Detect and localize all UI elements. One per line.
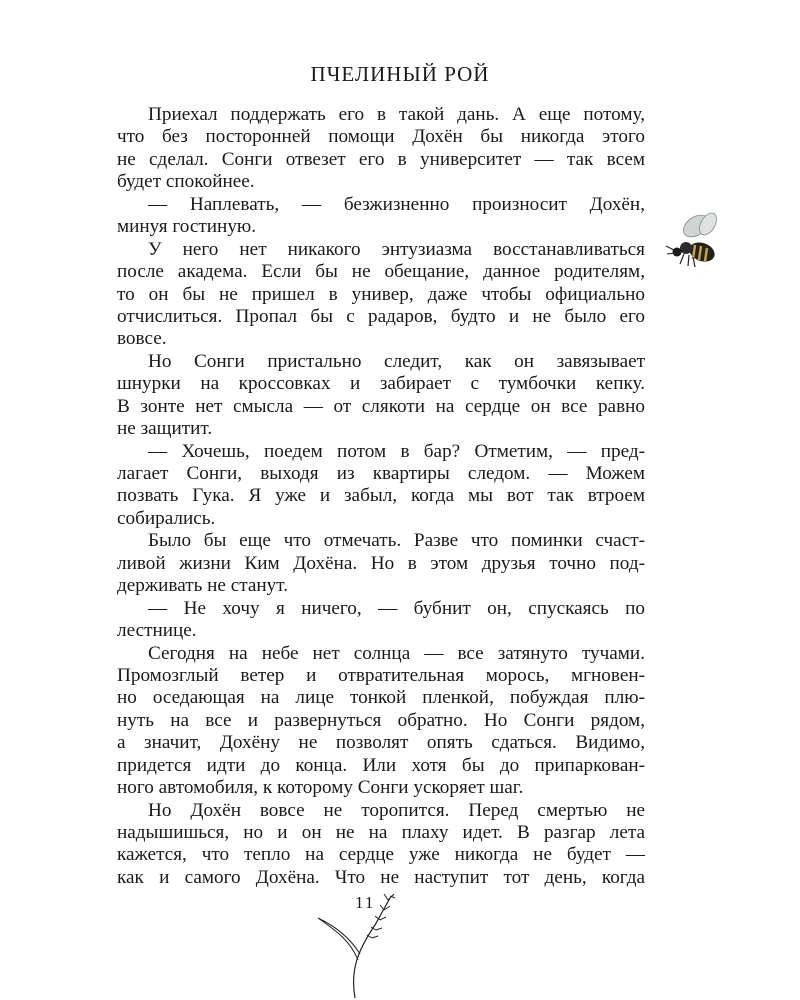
text-line: не защитит. [117, 418, 213, 440]
text-line: нуть на все и развернуться обратно. Но Сонги рядом, [117, 709, 645, 731]
text-line: но оседающая на лице тонкой пленкой, побуждая плю- [117, 687, 645, 709]
text-line: Но Дохён вовсе не торопится. Перед смертью не [148, 799, 645, 821]
text-line: а значит, Дохёну не позволят опять сдаться. Видимо, [117, 732, 645, 754]
text-line: минуя гостиную. [117, 216, 257, 238]
text-line: не сделал. Сонги отвезет его в университет — так всем [117, 148, 645, 170]
text-line: шнурки на кроссовках и забирает с тумбочки кепку. [117, 373, 645, 395]
chapter-title: ПЧЕЛИНЫЙ РОЙ [310, 62, 490, 86]
text-line: Но Сонги пристально следит, как он завязывает [148, 350, 645, 372]
text-line: держивать не станут. [117, 575, 288, 597]
text-line: придется идти до конца. Или хотя бы до припаркован- [117, 754, 645, 776]
text-line: отчислиться. Пропал бы с радаров, будто и не было его [117, 305, 645, 327]
text-line: лагает Сонги, выходя из квартиры следом. — Можем [117, 463, 645, 484]
bee-icon [662, 212, 728, 274]
text-line: Сегодня на небе нет солнца — все затянуто тучами. [148, 642, 645, 664]
text-line: после академа. Если бы не обещание, данное родителям, [117, 261, 645, 283]
lavender-sprig-icon [310, 890, 420, 1000]
text-line: Приехал поддержать его в такой дань. А еще потому, [148, 104, 645, 125]
text-line: — Хочешь, поедем потом в бар? Отметим, — пред- [148, 440, 645, 462]
text-line: будет спокойнее. [117, 171, 255, 193]
text-line: что без посторонней помощи Дохён бы никогда этого [117, 126, 645, 148]
text-line: собирались. [117, 507, 216, 529]
text-line: У него нет никакого энтузиазма восстанавливаться [148, 238, 645, 260]
text-line: Промозглый ветер и отвратительная морось, мгновен- [117, 664, 645, 686]
text-line: вовсе. [117, 328, 167, 350]
text-line: — Не хочу я ничего, — бубнит он, спускаясь по [148, 597, 645, 619]
body-text [117, 104, 645, 889]
text-line: как и самого Дохёна. Что не наступит тот день, когда [117, 866, 645, 888]
page-number: 11 [355, 893, 376, 912]
text-line: то он бы не пришел в универ, даже чтобы официально [117, 283, 645, 305]
text-line: ного автомобиля, к которому Сонги ускоряет шаг. [117, 777, 524, 799]
text-line: надышишься, но и он не на плаху идет. В разгар лета [117, 822, 645, 843]
text-line: ливой жизни Ким Дохёна. Но в этом друзья точно под- [117, 552, 645, 574]
text-line: — Наплевать, — безжизненно произносит Дохён, [148, 193, 645, 215]
text-line: кажется, что тепло на сердце уже никогда не будет — [117, 844, 645, 866]
text-line: лестнице. [117, 620, 197, 642]
text-line: Было бы еще что отмечать. Разве что поминки счаст- [148, 530, 645, 552]
text-line: позвать Гука. Я уже и забыл, когда мы вот так втроем [117, 485, 645, 507]
text-line: В зонте нет смысла — от слякоти на сердце он все равно [117, 395, 645, 417]
